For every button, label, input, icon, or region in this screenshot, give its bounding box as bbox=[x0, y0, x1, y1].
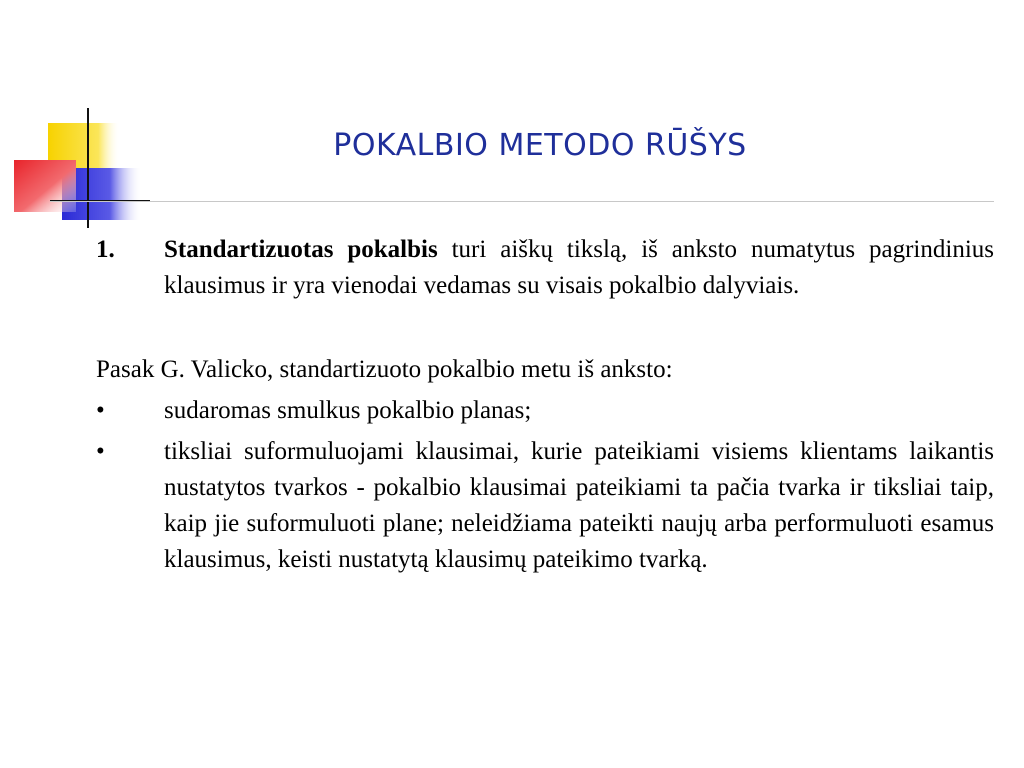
numbered-item-1 bbox=[96, 232, 994, 304]
bullet-text: tiksliai suformuluojami klausimai, kurie pateikiami visiems klientams laikantis nustatytos tvarkos - pokalbio klausimai pateikiami ta pačia tvarka ir tiksliai taip, kaip jie suformuluoti plane; neleidžiama pateikti naujų arba performuluoti esamus klausimus, keisti nustatytą klausimų pateikimo tvarką. bbox=[164, 438, 994, 573]
slide-content bbox=[96, 232, 994, 583]
list-item bbox=[96, 393, 994, 429]
slide-title: POKALBIO METODO RŪŠYS bbox=[333, 128, 747, 163]
title-divider bbox=[50, 201, 994, 202]
item-bold-term: Standartizuotas pokalbis bbox=[164, 236, 438, 263]
item-number: 1. bbox=[96, 236, 115, 263]
bullet-list bbox=[96, 393, 994, 578]
bullet-marker: • bbox=[96, 438, 105, 465]
intro-paragraph: Pasak G. Valicko, standartizuoto pokalbio metu iš anksto: bbox=[96, 356, 673, 383]
list-item bbox=[96, 434, 994, 578]
bullet-text: sudaromas smulkus pokalbio planas; bbox=[164, 397, 532, 424]
item-description: turi aiškų tikslą, iš anksto numatytus pagrindinius klausimus ir yra vienodai vedamas su visais pokalbio dalyviais. bbox=[164, 236, 995, 299]
item-text bbox=[164, 232, 994, 304]
decorative-color-blocks-logo bbox=[0, 0, 160, 240]
bullet-marker: • bbox=[96, 397, 105, 424]
